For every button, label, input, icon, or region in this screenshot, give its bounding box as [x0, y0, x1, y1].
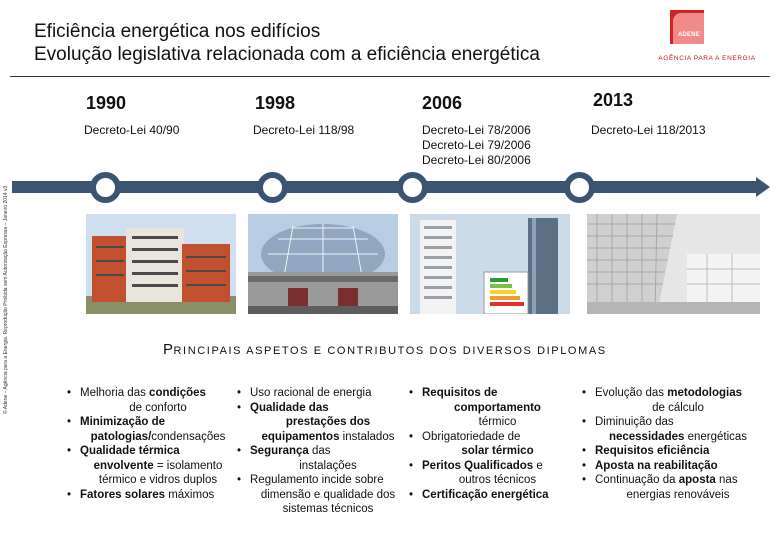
- header-divider: [10, 76, 770, 77]
- photo-towers-energy-label: [410, 214, 570, 314]
- column-1990: [66, 386, 236, 502]
- adene-logo: [656, 10, 758, 66]
- list-item: • Melhoria das condições de conforto: [66, 386, 236, 415]
- photo-glass-dome-building: [248, 214, 398, 314]
- list-item: • Qualidade térmica envolvente = isolamento térmico e vidros duplos: [66, 444, 236, 488]
- title-line-1: Eficiência energética nos edifícios: [34, 21, 321, 42]
- list-item: • Fatores solares máximos: [66, 488, 236, 503]
- decree: Decreto-Lei 80/2006: [422, 153, 531, 167]
- timeline-bar: [12, 181, 758, 193]
- list-item: • Uso racional de energia: [236, 386, 406, 401]
- timeline-arrow-icon: [756, 177, 770, 197]
- photo-residential-building: [86, 214, 236, 314]
- logo-name: ADENE: [677, 32, 700, 38]
- list-item: • Continuação da aposta nas energias renováveis: [581, 473, 761, 502]
- year-1990: 1990: [86, 93, 127, 113]
- list-item: • Obrigatoriedade de solar térmico: [408, 430, 573, 459]
- decree: Decreto-Lei 79/2006: [422, 138, 531, 152]
- logo-subtitle: AGÊNCIA PARA A ENERGIA: [658, 55, 756, 62]
- timeline-node-2013: [564, 172, 595, 203]
- section-title-rest: RINCIPAIS ASPETOS E CONTRIBUTOS DOS DIVERSOS DIPLOMAS: [173, 345, 607, 357]
- copyright-note: © Adene – Agência para a Energia. Reprodução Proibida sem Autorização Expressa – Janeiro 2014 v3: [3, 185, 9, 414]
- section-title-initial: P: [163, 341, 174, 358]
- decree: Decreto-Lei 78/2006: [422, 123, 531, 137]
- decree: Decreto-Lei 118/2013: [591, 123, 706, 137]
- section-title: [163, 341, 607, 358]
- year-2013: 2013: [593, 90, 634, 110]
- list-item: • Minimização de patologias/condensações: [66, 415, 236, 444]
- decree: Decreto-Lei 118/98: [253, 123, 355, 137]
- decrees-2006: [422, 123, 531, 168]
- decree: Decreto-Lei 40/90: [84, 123, 180, 137]
- list-item: • Diminuição das necessidades energéticas: [581, 415, 761, 444]
- decrees-1990: [84, 123, 179, 138]
- logo-mark: [670, 10, 704, 44]
- page-title: [34, 20, 540, 66]
- timeline-node-1990: [90, 172, 121, 203]
- column-2006: [408, 386, 573, 502]
- timeline-node-1998: [257, 172, 288, 203]
- decrees-2013: [591, 123, 706, 138]
- column-1998: [236, 386, 406, 517]
- timeline-node-2006: [397, 172, 428, 203]
- year-2006: 2006: [422, 93, 463, 113]
- list-item: • Qualidade das prestações dos equipamentos instalados: [236, 401, 406, 445]
- decrees-1998: [253, 123, 354, 138]
- list-item: • Regulamento incide sobre dimensão e qualidade dos sistemas técnicos: [236, 473, 406, 517]
- year-1998: 1998: [255, 93, 296, 113]
- title-line-2: Evolução legislativa relacionada com a eficiência energética: [34, 44, 540, 65]
- list-item: • Requisitos de comportamento térmico: [408, 386, 573, 430]
- list-item: • Requisitos eficiência: [581, 444, 761, 459]
- list-item: • Aposta na reabilitação: [581, 459, 761, 474]
- list-item: • Certificação energética: [408, 488, 573, 503]
- list-item: • Peritos Qualificados e outros técnicos: [408, 459, 573, 488]
- list-item: • Evolução das metodologias de cálculo: [581, 386, 761, 415]
- column-2013: [581, 386, 761, 502]
- list-item: • Segurança das instalações: [236, 444, 406, 473]
- photo-building-facade-bw: [587, 214, 760, 314]
